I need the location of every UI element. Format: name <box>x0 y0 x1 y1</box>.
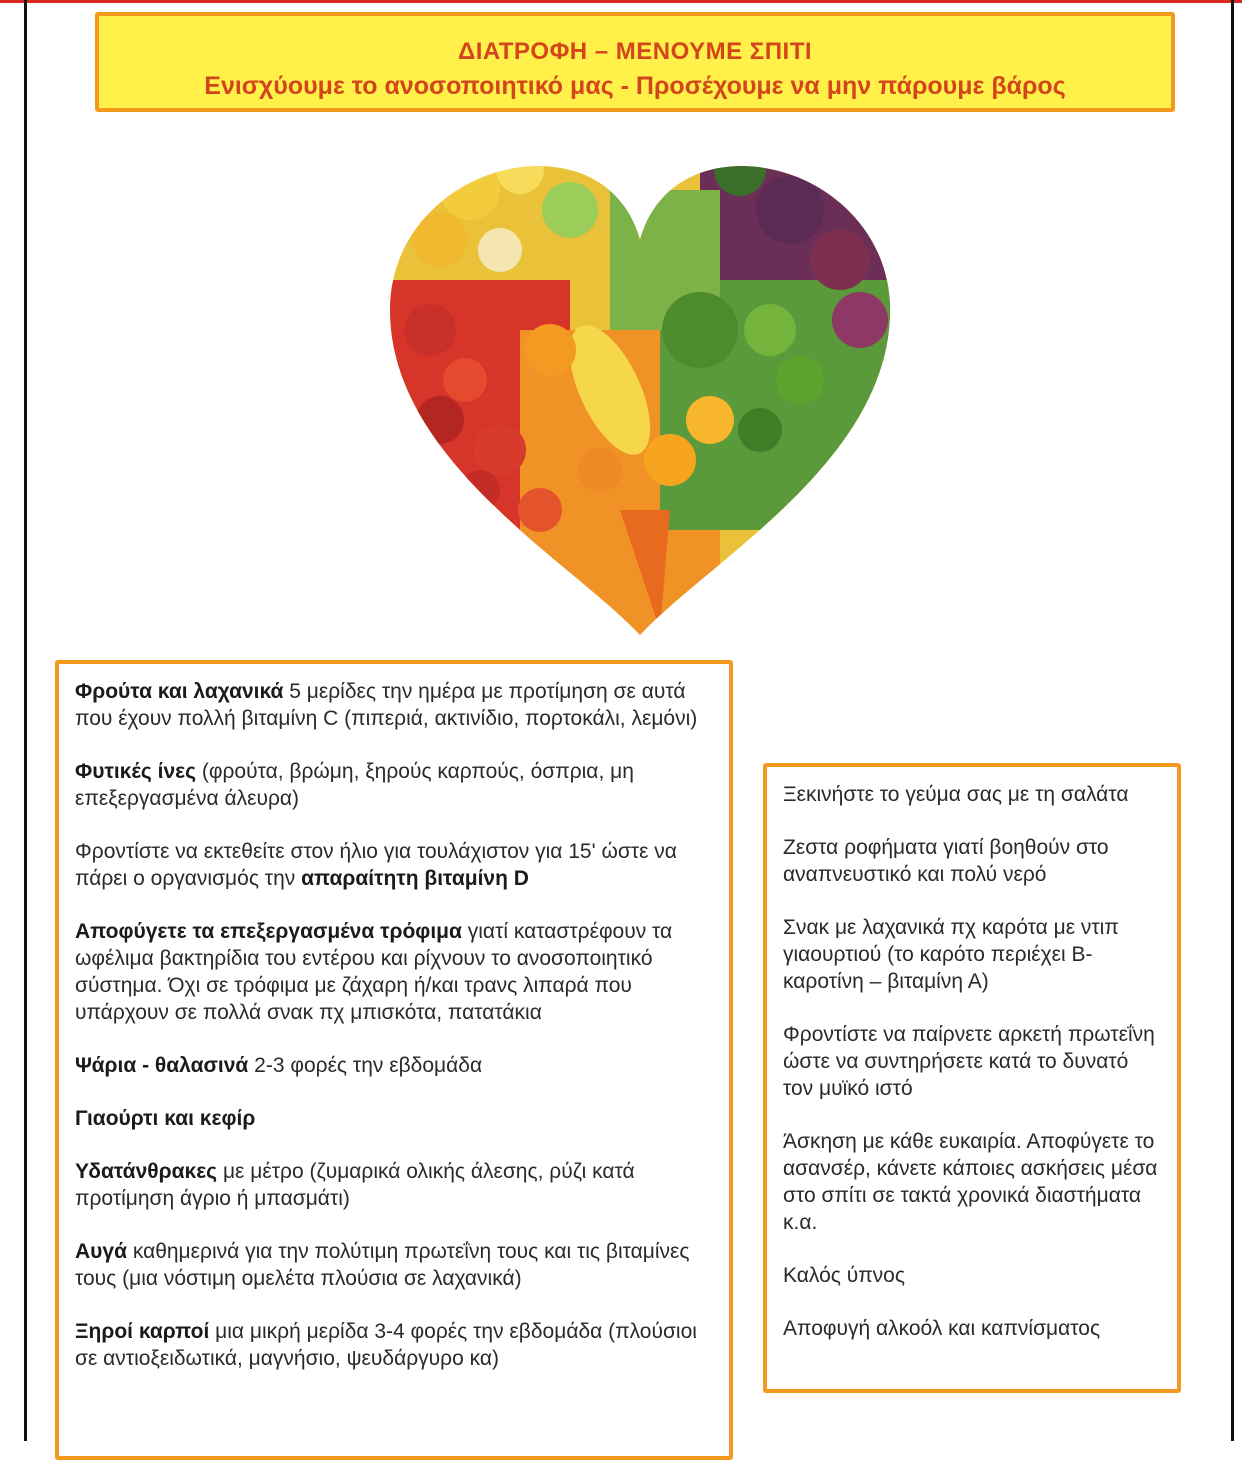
title-banner <box>95 12 1175 112</box>
tip-sleep: Καλός ύπνος <box>783 1264 905 1287</box>
tip-fish <box>75 1052 713 1079</box>
tip-text: γιατί καταστρέφουν τα ωφέλιμα βακτηρίδια του εντέρου και ρίχνουν το ανοσοποιητικό σύστημα. Όχι σε τρόφιμα με ζάχαρη ή/και τρανς λιπαρά που υπάρχουν σε πολλά σνακ πχ μπισκότα, πατατάκια <box>75 920 673 1024</box>
tip-fiber <box>75 758 713 812</box>
tip-carbs <box>75 1158 713 1212</box>
tip-heading: Φρούτα και λαχανικά <box>75 680 284 703</box>
tip-heading: απαραίτητη βιταμίνη D <box>301 867 529 890</box>
tip-heading: Φυτικές ίνες <box>75 760 197 783</box>
tip-eggs <box>75 1238 713 1292</box>
tip-processed-food <box>75 918 713 1026</box>
tip-snacks: Σνακ με λαχανικά πχ καρότα με ντιπ γιαουρτιού (το καρότο περιέχει Β-καροτίνη – βιταμίνη Α) <box>783 916 1119 993</box>
tip-text: καθημερινά για την πολύτιμη πρωτεΐνη τους και τις βιταμίνες τους (μια νόστιμη ομελέτα πλούσια σε λαχανικά) <box>75 1240 690 1290</box>
tip-vitamin-d <box>75 838 713 892</box>
tip-heading: Γιαούρτι και κεφίρ <box>75 1107 256 1130</box>
tip-text: 5 μερίδες την ημέρα με προτίμηση σε αυτά που έχουν πολλή βιταμίνη C (πιπεριά, ακτινίδιο, πορτοκάλι, λεμόνι) <box>75 680 698 730</box>
fruit-vegetable-heart-image <box>370 130 910 650</box>
tip-hot-drinks: Ζεστα ροφήματα γιατί βοηθούν στο αναπνευστικό και πολύ νερό <box>783 836 1109 886</box>
tip-exercise: Άσκηση με κάθε ευκαιρία. Αποφύγετε το ασανσέρ, κάνετε κάποιες ασκήσεις μέσα στο σπίτι σε τακτά χρονικά διαστήματα κ.α. <box>783 1130 1158 1234</box>
tip-no-alcohol-smoking: Αποφυγή αλκοόλ και καπνίσματος <box>783 1317 1101 1340</box>
tip-heading: Αποφύγετε τα επεξεργασμένα τρόφιμα <box>75 920 462 943</box>
tip-heading: Ξηροί καρποί <box>75 1320 210 1343</box>
tip-text: μια μικρή μερίδα 3-4 φορές την εβδομάδα (πλούσιοι σε αντιοξειδωτικά, μαγνήσιο, ψευδάργυρο κα) <box>75 1320 697 1370</box>
title-line-1: ΔΙΑΤΡΟΦΗ – ΜΕΝΟΥΜΕ ΣΠΙΤΙ <box>457 38 813 65</box>
lifestyle-tips-box <box>763 763 1181 1393</box>
tip-text: 2-3 φορές την εβδομάδα <box>248 1054 483 1077</box>
tip-text: Φροντίστε να εκτεθείτε στον ήλιο για τουλάχιστον για 15' ώστε να πάρει ο οργανισμός την <box>75 840 677 890</box>
tip-text: (φρούτα, βρώμη, ξηρούς καρπούς, όσπρια, μη επεξεργασμένα άλευρα) <box>75 760 634 810</box>
tip-nuts <box>75 1318 713 1372</box>
title-line-2: Ενισχύουμε το ανοσοποιητικό μας - Προσέχουμε να μην πάρουμε βάρος <box>204 72 1066 100</box>
tip-yogurt <box>75 1105 713 1132</box>
tip-text: με μέτρο (ζυμαρικά ολικής άλεσης, ρύζι κατά προτίμηση άγριο ή μπασμάτι) <box>75 1160 635 1210</box>
tip-salad: Ξεκινήστε το γεύμα σας με τη σαλάτα <box>783 783 1129 806</box>
tip-heading: Ψάρια - θαλασινά <box>75 1054 249 1077</box>
tip-heading: Αυγά <box>75 1240 127 1263</box>
tip-protein: Φροντίστε να παίρνετε αρκετή πρωτεΐνη ώστε να συντηρήσετε κατά το δυνατό τον μυϊκό ιστό <box>783 1023 1155 1100</box>
tip-heading: Υδατάνθρακες <box>75 1160 218 1183</box>
tip-fruits-vegetables <box>75 678 713 732</box>
nutrition-tips-box <box>55 660 733 1460</box>
